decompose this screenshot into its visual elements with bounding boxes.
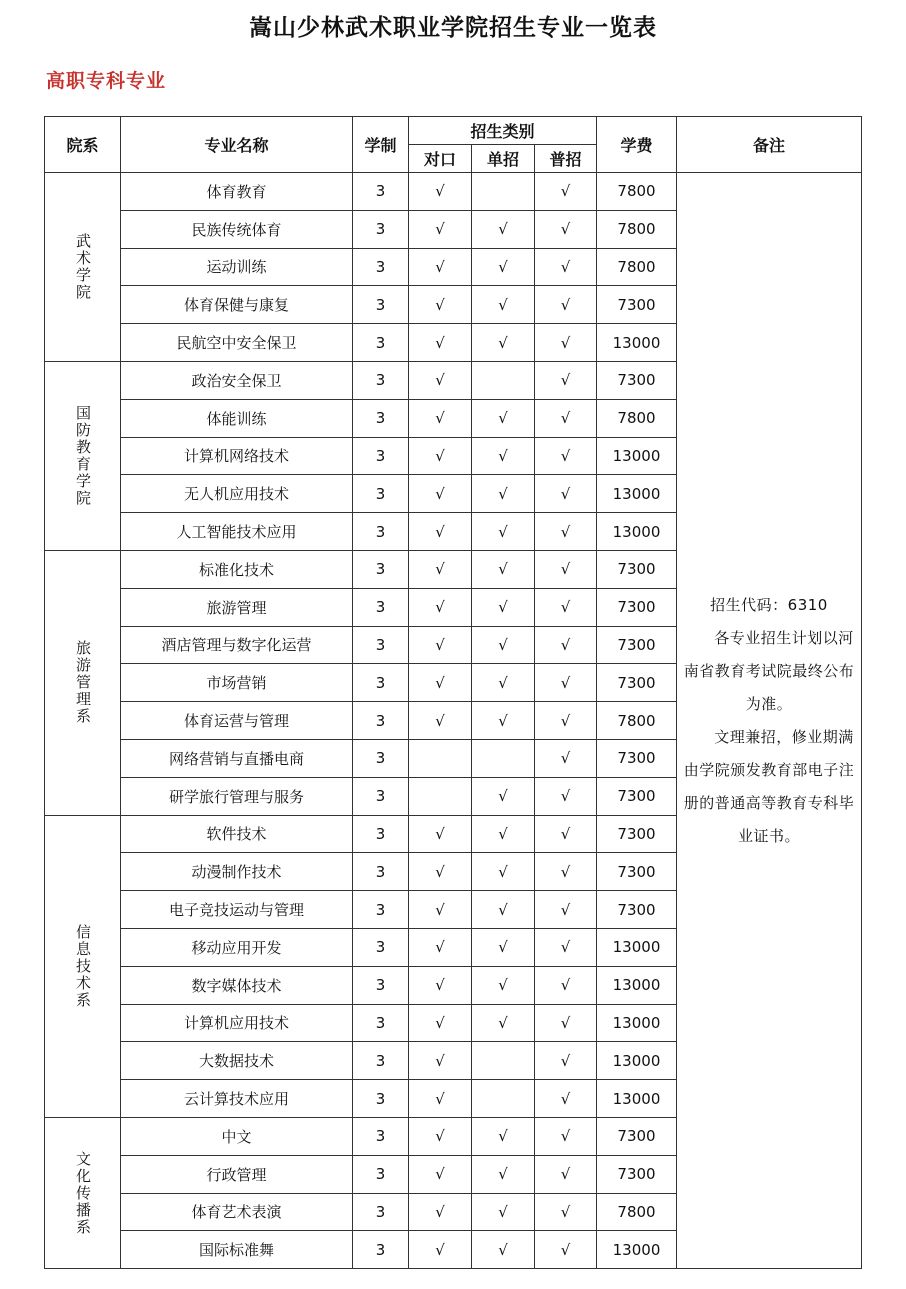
danzhao-cell: √ [472, 966, 535, 1004]
duikou-cell: √ [409, 324, 472, 362]
fee-cell: 13000 [597, 928, 677, 966]
fee-cell: 7300 [597, 626, 677, 664]
duikou-cell: √ [409, 475, 472, 513]
puzhao-cell: √ [535, 1155, 597, 1193]
major-cell: 云计算技术应用 [121, 1080, 353, 1118]
danzhao-cell: √ [472, 210, 535, 248]
duikou-cell: √ [409, 1080, 472, 1118]
puzhao-cell: √ [535, 626, 597, 664]
major-cell: 无人机应用技术 [121, 475, 353, 513]
header-dept: 院系 [45, 117, 121, 173]
dept-name-cell: 信息技术系 [45, 815, 121, 1117]
notes-cell [677, 173, 862, 1269]
duikou-cell: √ [409, 588, 472, 626]
duikou-cell: √ [409, 1004, 472, 1042]
duikou-cell: √ [409, 173, 472, 211]
years-cell: 3 [353, 513, 409, 551]
danzhao-cell: √ [472, 626, 535, 664]
fee-cell: 7300 [597, 361, 677, 399]
danzhao-cell [472, 361, 535, 399]
header-notes: 备注 [677, 117, 862, 173]
fee-cell: 7300 [597, 664, 677, 702]
duikou-cell: √ [409, 1117, 472, 1155]
duikou-cell: √ [409, 550, 472, 588]
years-cell: 3 [353, 626, 409, 664]
major-cell: 研学旅行管理与服务 [121, 777, 353, 815]
danzhao-cell [472, 739, 535, 777]
enrollment-code: 招生代码：6310 [710, 595, 828, 614]
major-cell: 民族传统体育 [121, 210, 353, 248]
danzhao-cell: √ [472, 1231, 535, 1269]
puzhao-cell: √ [535, 361, 597, 399]
years-cell: 3 [353, 361, 409, 399]
duikou-cell: √ [409, 1231, 472, 1269]
duikou-cell: √ [409, 437, 472, 475]
major-cell: 动漫制作技术 [121, 853, 353, 891]
fee-cell: 13000 [597, 475, 677, 513]
duikou-cell: √ [409, 513, 472, 551]
section-subtitle: 高职专科专业 [46, 70, 167, 92]
duikou-cell: √ [409, 248, 472, 286]
major-cell: 电子竞技运动与管理 [121, 891, 353, 929]
header-major: 专业名称 [121, 117, 353, 173]
duikou-cell: √ [409, 399, 472, 437]
major-cell: 移动应用开发 [121, 928, 353, 966]
danzhao-cell: √ [472, 1193, 535, 1231]
puzhao-cell: √ [535, 550, 597, 588]
duikou-cell: √ [409, 1193, 472, 1231]
duikou-cell: √ [409, 853, 472, 891]
puzhao-cell: √ [535, 1042, 597, 1080]
major-cell: 软件技术 [121, 815, 353, 853]
major-cell: 市场营销 [121, 664, 353, 702]
note-plan: 各专业招生计划以河南省教育考试院最终公布为准。 [683, 628, 855, 713]
puzhao-cell: √ [535, 286, 597, 324]
enrollment-table [44, 116, 862, 1269]
note-certificate: 文理兼招，修业期满由学院颁发教育部电子注册的普通高等教育专科毕业证书。 [683, 727, 855, 845]
years-cell: 3 [353, 399, 409, 437]
years-cell: 3 [353, 966, 409, 1004]
puzhao-cell: √ [535, 815, 597, 853]
years-cell: 3 [353, 1080, 409, 1118]
major-cell: 计算机网络技术 [121, 437, 353, 475]
years-cell: 3 [353, 853, 409, 891]
major-cell: 国际标准舞 [121, 1231, 353, 1269]
puzhao-cell: √ [535, 777, 597, 815]
danzhao-cell [472, 1042, 535, 1080]
header-danzhao: 单招 [472, 145, 535, 173]
danzhao-cell: √ [472, 286, 535, 324]
fee-cell: 13000 [597, 513, 677, 551]
danzhao-cell: √ [472, 1155, 535, 1193]
years-cell: 3 [353, 248, 409, 286]
fee-cell: 7800 [597, 210, 677, 248]
dept-name-cell: 文化传播系 [45, 1117, 121, 1268]
fee-cell: 13000 [597, 1231, 677, 1269]
page-title: 嵩山少林武术职业学院招生专业一览表 [249, 15, 657, 41]
danzhao-cell: √ [472, 324, 535, 362]
danzhao-cell [472, 173, 535, 211]
years-cell: 3 [353, 777, 409, 815]
header-category: 招生类别 [409, 117, 597, 145]
duikou-cell [409, 739, 472, 777]
fee-cell: 7300 [597, 1155, 677, 1193]
fee-cell: 13000 [597, 1042, 677, 1080]
duikou-cell: √ [409, 928, 472, 966]
duikou-cell: √ [409, 1042, 472, 1080]
danzhao-cell: √ [472, 475, 535, 513]
danzhao-cell: √ [472, 248, 535, 286]
danzhao-cell: √ [472, 702, 535, 740]
table-body [45, 173, 862, 1269]
danzhao-cell: √ [472, 399, 535, 437]
puzhao-cell: √ [535, 588, 597, 626]
years-cell: 3 [353, 891, 409, 929]
years-cell: 3 [353, 1042, 409, 1080]
puzhao-cell: √ [535, 739, 597, 777]
danzhao-cell: √ [472, 815, 535, 853]
danzhao-cell: √ [472, 1117, 535, 1155]
fee-cell: 7800 [597, 702, 677, 740]
major-cell: 旅游管理 [121, 588, 353, 626]
years-cell: 3 [353, 928, 409, 966]
duikou-cell: √ [409, 966, 472, 1004]
major-cell: 体育教育 [121, 173, 353, 211]
danzhao-cell: √ [472, 664, 535, 702]
danzhao-cell: √ [472, 891, 535, 929]
major-cell: 酒店管理与数字化运营 [121, 626, 353, 664]
puzhao-cell: √ [535, 437, 597, 475]
duikou-cell: √ [409, 361, 472, 399]
puzhao-cell: √ [535, 248, 597, 286]
header-fee: 学费 [597, 117, 677, 173]
puzhao-cell: √ [535, 702, 597, 740]
years-cell: 3 [353, 550, 409, 588]
years-cell: 3 [353, 1004, 409, 1042]
fee-cell: 13000 [597, 966, 677, 1004]
header-duikou: 对口 [409, 145, 472, 173]
dept-name-cell: 旅游管理系 [45, 550, 121, 815]
fee-cell: 7300 [597, 853, 677, 891]
major-cell: 中文 [121, 1117, 353, 1155]
years-cell: 3 [353, 437, 409, 475]
major-cell: 运动训练 [121, 248, 353, 286]
major-cell: 体能训练 [121, 399, 353, 437]
major-cell: 数字媒体技术 [121, 966, 353, 1004]
fee-cell: 7300 [597, 550, 677, 588]
years-cell: 3 [353, 1193, 409, 1231]
duikou-cell: √ [409, 815, 472, 853]
puzhao-cell: √ [535, 210, 597, 248]
fee-cell: 13000 [597, 324, 677, 362]
danzhao-cell: √ [472, 550, 535, 588]
dept-name-cell: 武术学院 [45, 173, 121, 362]
danzhao-cell: √ [472, 513, 535, 551]
fee-cell: 7800 [597, 1193, 677, 1231]
major-cell: 行政管理 [121, 1155, 353, 1193]
years-cell: 3 [353, 588, 409, 626]
fee-cell: 13000 [597, 1080, 677, 1118]
danzhao-cell: √ [472, 588, 535, 626]
fee-cell: 7300 [597, 891, 677, 929]
major-cell: 民航空中安全保卫 [121, 324, 353, 362]
fee-cell: 7300 [597, 1117, 677, 1155]
danzhao-cell [472, 1080, 535, 1118]
fee-cell: 7800 [597, 248, 677, 286]
puzhao-cell: √ [535, 1193, 597, 1231]
dept-name-cell: 国防教育学院 [45, 361, 121, 550]
puzhao-cell: √ [535, 475, 597, 513]
major-cell: 计算机应用技术 [121, 1004, 353, 1042]
years-cell: 3 [353, 702, 409, 740]
years-cell: 3 [353, 286, 409, 324]
danzhao-cell: √ [472, 928, 535, 966]
major-cell: 大数据技术 [121, 1042, 353, 1080]
danzhao-cell: √ [472, 777, 535, 815]
table-row [45, 173, 862, 211]
fee-cell: 7300 [597, 777, 677, 815]
major-cell: 人工智能技术应用 [121, 513, 353, 551]
fee-cell: 7300 [597, 815, 677, 853]
major-cell: 体育运营与管理 [121, 702, 353, 740]
years-cell: 3 [353, 210, 409, 248]
major-cell: 体育保健与康复 [121, 286, 353, 324]
duikou-cell: √ [409, 664, 472, 702]
puzhao-cell: √ [535, 1117, 597, 1155]
years-cell: 3 [353, 1155, 409, 1193]
years-cell: 3 [353, 173, 409, 211]
puzhao-cell: √ [535, 1080, 597, 1118]
puzhao-cell: √ [535, 1231, 597, 1269]
years-cell: 3 [353, 1117, 409, 1155]
puzhao-cell: √ [535, 928, 597, 966]
danzhao-cell: √ [472, 437, 535, 475]
major-cell: 网络营销与直播电商 [121, 739, 353, 777]
years-cell: 3 [353, 324, 409, 362]
puzhao-cell: √ [535, 853, 597, 891]
fee-cell: 7300 [597, 286, 677, 324]
puzhao-cell: √ [535, 1004, 597, 1042]
puzhao-cell: √ [535, 966, 597, 1004]
duikou-cell: √ [409, 1155, 472, 1193]
years-cell: 3 [353, 739, 409, 777]
fee-cell: 7800 [597, 173, 677, 211]
major-cell: 标准化技术 [121, 550, 353, 588]
years-cell: 3 [353, 815, 409, 853]
years-cell: 3 [353, 1231, 409, 1269]
fee-cell: 7300 [597, 588, 677, 626]
puzhao-cell: √ [535, 664, 597, 702]
puzhao-cell: √ [535, 399, 597, 437]
major-cell: 体育艺术表演 [121, 1193, 353, 1231]
duikou-cell [409, 777, 472, 815]
fee-cell: 13000 [597, 1004, 677, 1042]
fee-cell: 7800 [597, 399, 677, 437]
danzhao-cell: √ [472, 853, 535, 891]
header-puzhao: 普招 [535, 145, 597, 173]
puzhao-cell: √ [535, 891, 597, 929]
fee-cell: 7300 [597, 739, 677, 777]
duikou-cell: √ [409, 626, 472, 664]
years-cell: 3 [353, 475, 409, 513]
duikou-cell: √ [409, 286, 472, 324]
duikou-cell: √ [409, 891, 472, 929]
puzhao-cell: √ [535, 173, 597, 211]
years-cell: 3 [353, 664, 409, 702]
header-years: 学制 [353, 117, 409, 173]
duikou-cell: √ [409, 210, 472, 248]
danzhao-cell: √ [472, 1004, 535, 1042]
fee-cell: 13000 [597, 437, 677, 475]
major-cell: 政治安全保卫 [121, 361, 353, 399]
puzhao-cell: √ [535, 324, 597, 362]
duikou-cell: √ [409, 702, 472, 740]
puzhao-cell: √ [535, 513, 597, 551]
